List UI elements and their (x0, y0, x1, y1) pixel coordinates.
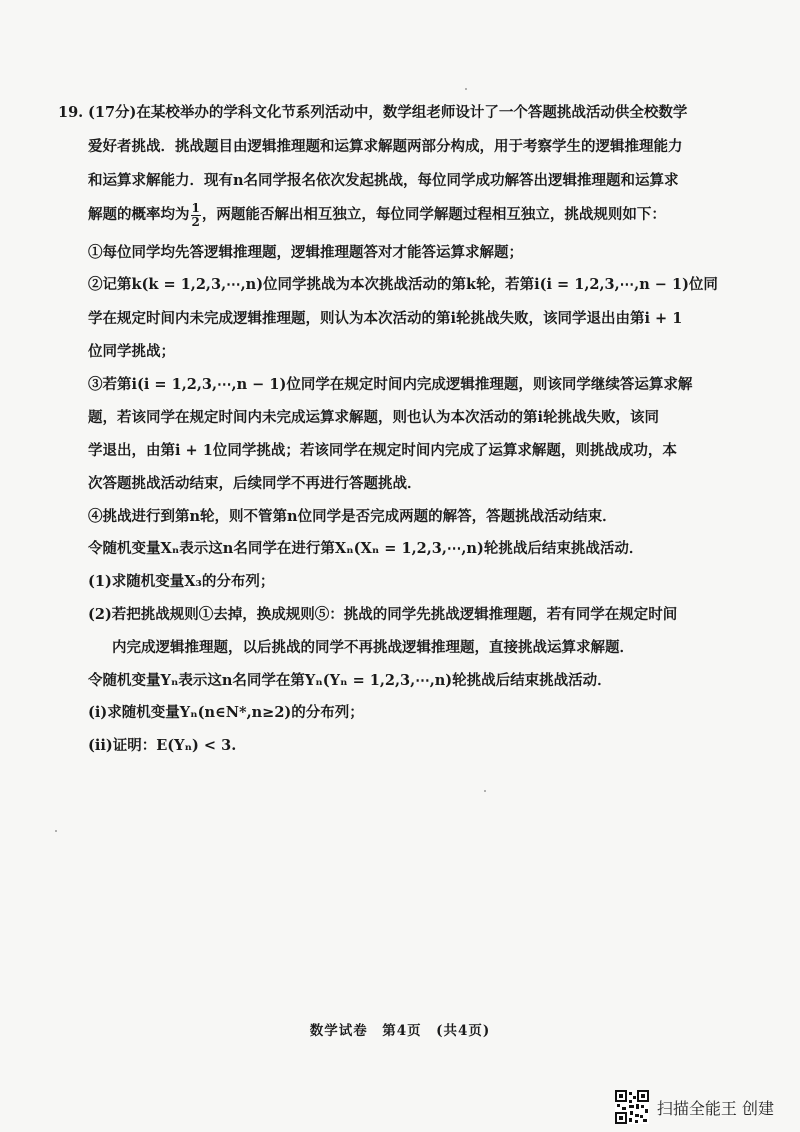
rule-3-line-1: ③若第i(i = 1,2,3,⋯,n − 1)位同学在规定时间内完成逻辑推理题，则该同学继续答运算求解 (88, 376, 693, 393)
sub-question-i: (ⅰ)求随机变量Yₙ(n∈N*,n≥2)的分布列； (88, 704, 364, 721)
probability-text-after: ，两题能否解出相互独立，每位同学解题过程相互独立，挑战规则如下： (201, 206, 666, 223)
watermark-text: 扫描全能王 创建 (656, 1098, 774, 1118)
rule-3-line-4: 次答题挑战活动结束，后续同学不再进行答题挑战． (88, 475, 422, 492)
rule-2-line-3: 位同学挑战； (88, 343, 175, 360)
probability-line (88, 200, 688, 230)
sub-question-ii: (ⅱ)证明：E(Yₙ) < 3. (88, 737, 237, 754)
fraction-denominator: 2 (191, 214, 200, 229)
question-line-2: 爱好者挑战．挑战题目由逻辑推理题和运算求解题两部分构成，用于考察学生的逻辑推理能力 (88, 138, 683, 155)
xn-definition: 令随机变量Xₙ表示这n名同学在进行第Xₙ(Xₙ = 1,2,3,⋯,n)轮挑战后结束挑战活动． (88, 540, 644, 557)
part-2-line-1: (2)若把挑战规则①去掉，换成规则⑤：挑战的同学先挑战逻辑推理题，若有同学在规定时间 (88, 606, 678, 623)
rule-1: ①每位同学均先答逻辑推理题，逻辑推理题答对才能答运算求解题； (88, 244, 523, 261)
scanner-watermark (615, 1090, 774, 1124)
qr-code-icon (615, 1090, 649, 1124)
rule-3-line-3: 学退出，由第i + 1位同学挑战；若该同学在规定时间内完成了运算求解题，则挑战成功，本 (88, 442, 677, 459)
page-footer: 数学试卷 第4页 (共4页) (309, 1023, 491, 1039)
part-1: (1)求随机变量X₃的分布列； (88, 573, 275, 590)
probability-text-before: 解题的概率均为 (88, 206, 190, 223)
probability-fraction (191, 202, 201, 229)
part-2-line-2: 内完成逻辑推理题，以后挑战的同学不再挑战逻辑推理题，直接挑战运算求解题． (112, 639, 634, 656)
rule-2-line-2: 学在规定时间内未完成逻辑推理题，则认为本次活动的第i轮挑战失败，该同学退出由第i + 1 (88, 310, 683, 327)
question-number: 19. (58, 104, 84, 121)
question-line-1: (17分)在某校举办的学科文化节系列活动中，数学组老师设计了一个答题挑战活动供全校数学 (88, 104, 688, 121)
rule-4: ④挑战进行到第n轮，则不管第n位同学是否完成两题的解答，答题挑战活动结束． (88, 508, 617, 525)
question-line-3: 和运算求解能力．现有n名同学报名依次发起挑战，每位同学成功解答出逻辑推理题和运算求 (88, 172, 679, 189)
yn-definition: 令随机变量Yₙ表示这n名同学在第Yₙ(Yₙ = 1,2,3,⋯,n)轮挑战后结束挑战活动． (88, 672, 612, 689)
fraction-numerator: 1 (191, 200, 200, 215)
rule-3-line-2: 题，若该同学在规定时间内未完成运算求解题，则也认为本次活动的第i轮挑战失败，该同 (88, 409, 660, 426)
rule-2-line-1: ②记第k(k = 1,2,3,⋯,n)位同学挑战为本次挑战活动的第k轮，若第i(i = 1,2,3,⋯,n − 1)位同 (88, 276, 718, 293)
